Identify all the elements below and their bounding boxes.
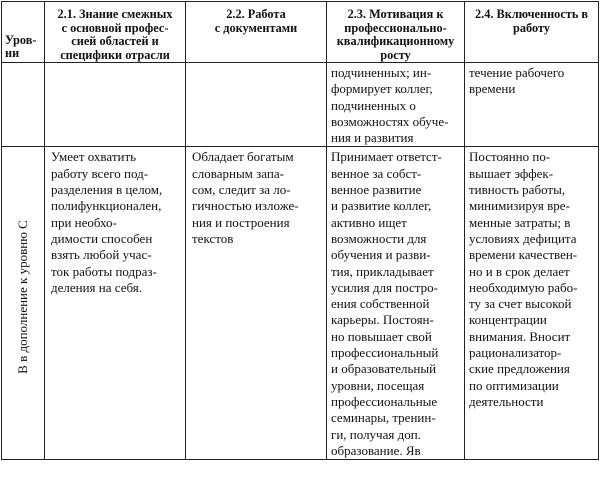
text-line: концентрации (469, 312, 547, 328)
text-line: венное за собст- (331, 165, 422, 181)
text-line: венное развитие (331, 182, 422, 198)
text-line: времени качествен- (469, 247, 578, 263)
text-line: ту за счет высокой (469, 296, 572, 312)
text-line: активно ищет (331, 214, 407, 230)
text-line: подчиненных о (331, 97, 416, 113)
level-col-2 (186, 147, 327, 460)
text-line: текстов (192, 230, 234, 246)
text-line: полифункционален, (51, 198, 162, 214)
text-line: профессиональный (331, 345, 439, 361)
text-line: по оптимизации (469, 377, 559, 393)
text-line: взять любой учас- (51, 247, 152, 263)
continuation-col-4 (465, 63, 599, 147)
level-row (2, 147, 599, 460)
text-line: рационализатор- (469, 345, 562, 361)
text-line: но повышает свой (331, 328, 432, 344)
header-col-4: 2.4. Включенность в работу (465, 2, 599, 63)
text-line: тивность работы, (469, 182, 566, 198)
text-line: Умеет охватить (51, 149, 137, 165)
text-line: димости способен (51, 230, 153, 246)
text-line: подчиненных; ин- (331, 65, 432, 80)
level-label: В в дополнение к уровню С (15, 220, 30, 375)
text-line: вышает эффек- (469, 165, 554, 181)
text-line: разделения в целом, (51, 182, 163, 198)
level-label-cell (2, 147, 45, 460)
header-col-2: 2.2. Работа с документами (186, 2, 327, 63)
text-line: ния и построения (192, 214, 290, 230)
continuation-label-cell (2, 63, 45, 147)
text-line: менные затраты; в (469, 214, 571, 230)
level-col-3 (327, 147, 465, 460)
text-line: карьеры. Постоян- (331, 312, 434, 328)
text-line: возможности для (331, 230, 427, 246)
continuation-col-3 (327, 63, 465, 147)
text-line: Постоянно по- (469, 149, 551, 165)
text-line: но и в срок делает (469, 263, 570, 279)
text-line: ток работы подраз- (51, 263, 157, 279)
text-line: ния и развития (331, 130, 414, 146)
text-line: работу всего под- (51, 165, 149, 181)
continuation-row (2, 63, 599, 147)
header-row (2, 2, 599, 63)
text-line: деления на себя. (51, 279, 142, 295)
text-line: Обладает богатым (192, 149, 294, 165)
text-line: времени (469, 81, 516, 97)
level-col-4 (465, 147, 599, 460)
text-line: Принимает ответст- (331, 149, 442, 165)
text-line: условиях дефицита (469, 230, 577, 246)
text-line: семинары, тренин- (331, 410, 436, 426)
header-col-1: 2.1. Знание смежных с основной профес- сией областей и специфики отрасли (45, 2, 186, 63)
continuation-col-2 (186, 63, 327, 147)
text-line: тия, прикладывает (331, 263, 434, 279)
text-line: формирует коллег, (331, 81, 433, 97)
text-line: образование. Яв (331, 442, 421, 458)
header-levels-label: Уров- ни (5, 32, 37, 60)
text-line: сом, следит за ло- (192, 182, 291, 198)
text-line: необходимую рабо- (469, 279, 578, 295)
text-line: словарным запа- (192, 165, 284, 181)
text-line: уровни, посещая (331, 377, 425, 393)
continuation-col-1 (45, 63, 186, 147)
text-line: внимания. Вносит (469, 328, 571, 344)
text-line: и образовательный (331, 361, 437, 377)
level-col-1 (45, 147, 186, 460)
text-line: при необхо- (51, 214, 117, 230)
text-line: ские предложения (469, 361, 570, 377)
header-levels (2, 2, 45, 63)
text-line: гичностью изложе- (192, 198, 299, 214)
text-line: обучения и разви- (331, 247, 431, 263)
text-line: ения собственной (331, 296, 430, 312)
text-line: возможностях обуче- (331, 113, 449, 129)
text-line: минимизируя вре- (469, 198, 570, 214)
text-line: и развитие коллег, (331, 198, 432, 214)
text-line: профессиональные (331, 393, 438, 409)
text-line: деятельности (469, 393, 544, 409)
text-line: течение рабочего (469, 65, 565, 80)
text-line: усилия для постро- (331, 279, 438, 295)
header-col-3: 2.3. Мотивация к профессионально- квалификационному росту (327, 2, 465, 63)
text-line: ги, получая доп. (331, 426, 421, 442)
document-table (1, 1, 599, 460)
